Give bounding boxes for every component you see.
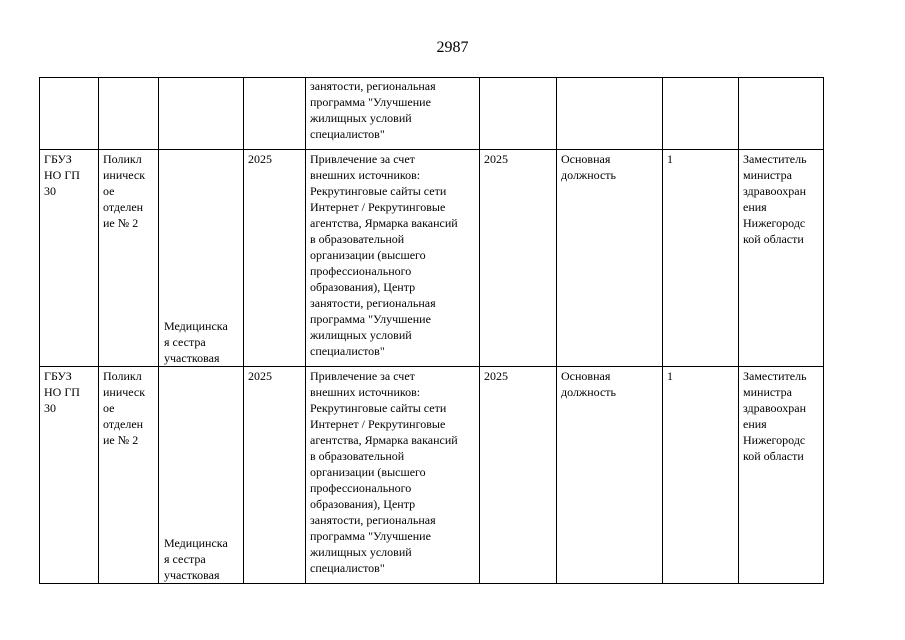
cell-year [244,367,306,584]
cell-year-2 [480,78,557,150]
table-row [40,150,824,367]
year-text: 2025 [248,152,272,166]
cell-employment [557,150,663,367]
cell-position [159,78,244,150]
unit-text: Поликл иническ ое отделен ие № 2 [103,369,146,447]
staffing-table [39,77,824,584]
cell-unit [99,78,159,150]
cell-org [40,367,99,584]
position-text: Медицинска я сестра участковая [164,319,228,365]
cell-employment [557,367,663,584]
cell-year-2 [480,150,557,367]
cell-count [663,78,739,150]
position-text: Медицинска я сестра участковая [164,536,228,582]
year-text: 2025 [248,369,272,383]
cell-source [306,367,480,584]
count-text: 1 [667,369,673,383]
cell-org [40,78,99,150]
cell-year [244,78,306,150]
table-row-continuation [40,78,824,150]
cell-position [159,150,244,367]
cell-org [40,150,99,367]
cell-responsible [739,78,824,150]
cell-source [306,150,480,367]
cell-year [244,150,306,367]
cell-responsible [739,367,824,584]
employment-text: Основная должность [561,152,616,182]
cell-count [663,367,739,584]
source-text: Привлечение за счет внешних источников: Рекрутинговые сайты сети Интернет / Рекрутинговые агентства, Ярмарка вакансий в образовательной организации (высшего профессионального образования), Центр занятости, региональная программа "Улучшение жилищных условий специалистов" [310,369,458,575]
page-number: 2987 [436,39,469,56]
year-2-text: 2025 [484,152,508,166]
year-2-text: 2025 [484,369,508,383]
cell-unit [99,367,159,584]
cell-source [306,78,480,150]
org-text: ГБУЗ НО ГП 30 [44,152,80,198]
org-text: ГБУЗ НО ГП 30 [44,369,80,415]
cell-year-2 [480,367,557,584]
cell-responsible [739,150,824,367]
source-text: Привлечение за счет внешних источников: Рекрутинговые сайты сети Интернет / Рекрутинговые агентства, Ярмарка вакансий в образовательной организации (высшего профессионального образования), Центр занятости, региональная программа "Улучшение жилищных условий специалистов" [310,152,458,358]
responsible-text: Заместитель министра здравоохран ения Нижегородс кой области [743,152,807,246]
responsible-text: Заместитель министра здравоохран ения Нижегородс кой области [743,369,807,463]
count-text: 1 [667,152,673,166]
cell-position [159,367,244,584]
cell-unit [99,150,159,367]
unit-text: Поликл иническ ое отделен ие № 2 [103,152,146,230]
source-text: занятости, региональная программа "Улучшение жилищных условий специалистов" [310,79,436,141]
employment-text: Основная должность [561,369,616,399]
cell-count [663,150,739,367]
cell-employment [557,78,663,150]
table-row [40,367,824,584]
